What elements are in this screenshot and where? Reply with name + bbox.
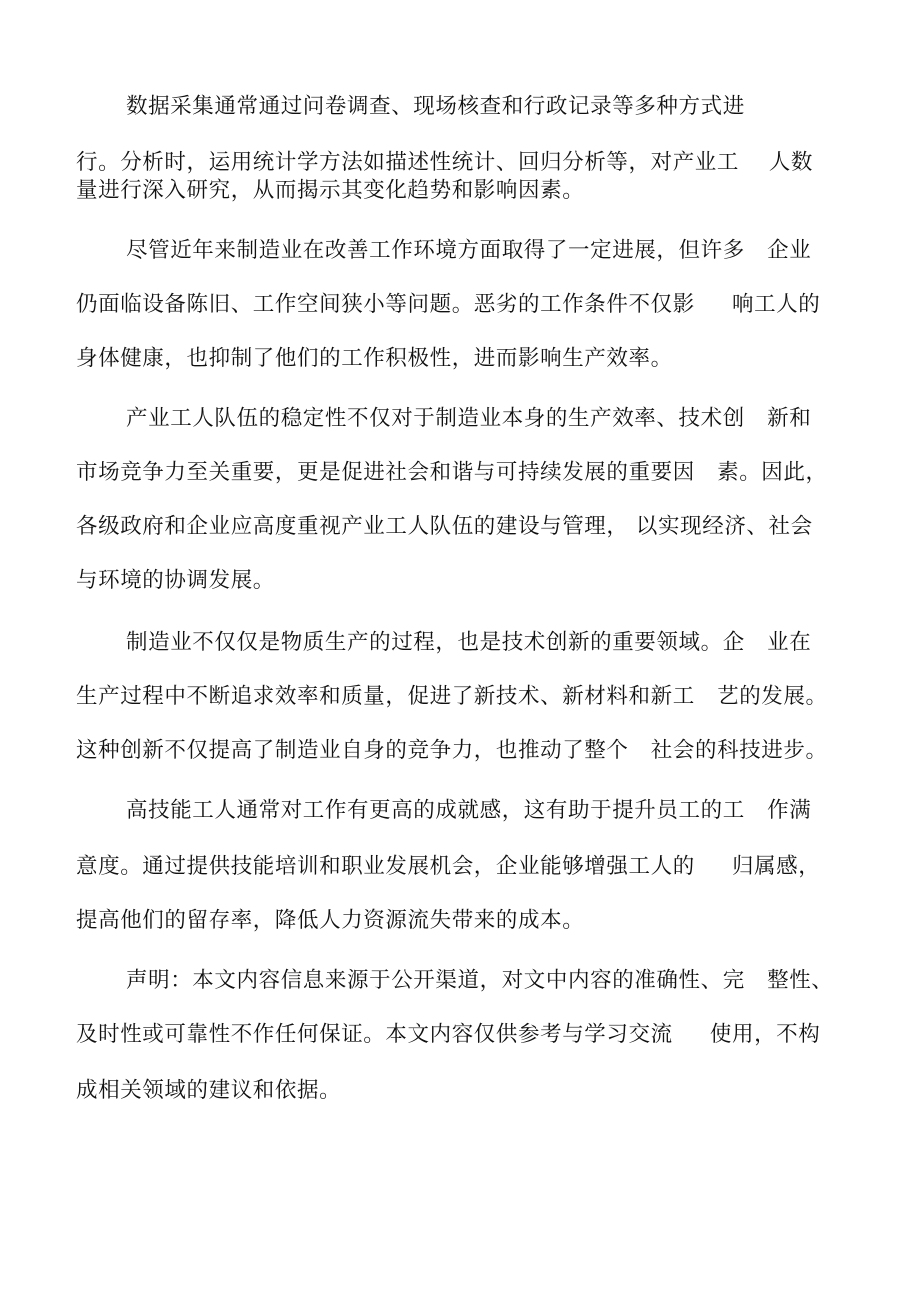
paragraph-line: 高技能工人通常对工作有更高的成就感，这有助于提升员工的工 作满 [126, 798, 812, 823]
paragraph-line: 提高他们的留存率，降低人力资源流失带来的成本。 [76, 908, 585, 933]
paragraph-line: 行。分析时，运用统计学方法如描述性统计、回归分析等，对产业工 人数 [76, 150, 813, 175]
paragraph-line: 意度。通过提供技能培训和职业发展机会，企业能够增强工人的 归属感， [76, 854, 821, 879]
paragraph-line: 数据采集通常通过问卷调查、现场核查和行政记录等多种方式进 [126, 94, 745, 119]
paragraph-line: 市场竞争力至关重要，更是促进社会和谐与可持续发展的重要因 素。因此， [76, 460, 828, 485]
disclaimer-line: 及时性或可靠性不作任何保证。本文内容仅供参考与学习交流 使用，不构 [76, 1022, 821, 1047]
paragraph-line: 各级政府和企业应高度重视产业工人队伍的建设与管理， 以实现经济、社会 [76, 514, 813, 539]
paragraph-line: 这种创新不仅提高了制造业自身的竞争力，也推动了整个 社会的科技进步。 [76, 738, 828, 763]
paragraph-line: 尽管近年来制造业在改善工作环境方面取得了一定进展，但许多 企业 [126, 238, 812, 263]
paragraph-line: 仍面临设备陈旧、工作空间狭小等问题。恶劣的工作条件不仅影 响工人的 [76, 292, 821, 317]
disclaimer-line: 声明：本文内容信息来源于公开渠道，对文中内容的准确性、完 整性、 [126, 968, 834, 993]
paragraph-line: 量进行深入研究，从而揭示其变化趋势和影响因素。 [76, 178, 585, 203]
disclaimer-line: 成相关领域的建议和依据。 [76, 1078, 342, 1103]
paragraph-line: 产业工人队伍的稳定性不仅对于制造业本身的生产效率、技术创 新和 [126, 406, 812, 431]
paragraph-line: 生产过程中不断追求效率和质量，促进了新技术、新材料和新工 艺的发展。 [76, 684, 828, 709]
paragraph-line: 与环境的协调发展。 [76, 568, 275, 593]
paragraph-line: 身体健康，也抑制了他们的工作积极性，进而影响生产效率。 [76, 346, 673, 371]
paragraph-line: 制造业不仅仅是物质生产的过程，也是技术创新的重要领域。企 业在 [126, 630, 812, 655]
